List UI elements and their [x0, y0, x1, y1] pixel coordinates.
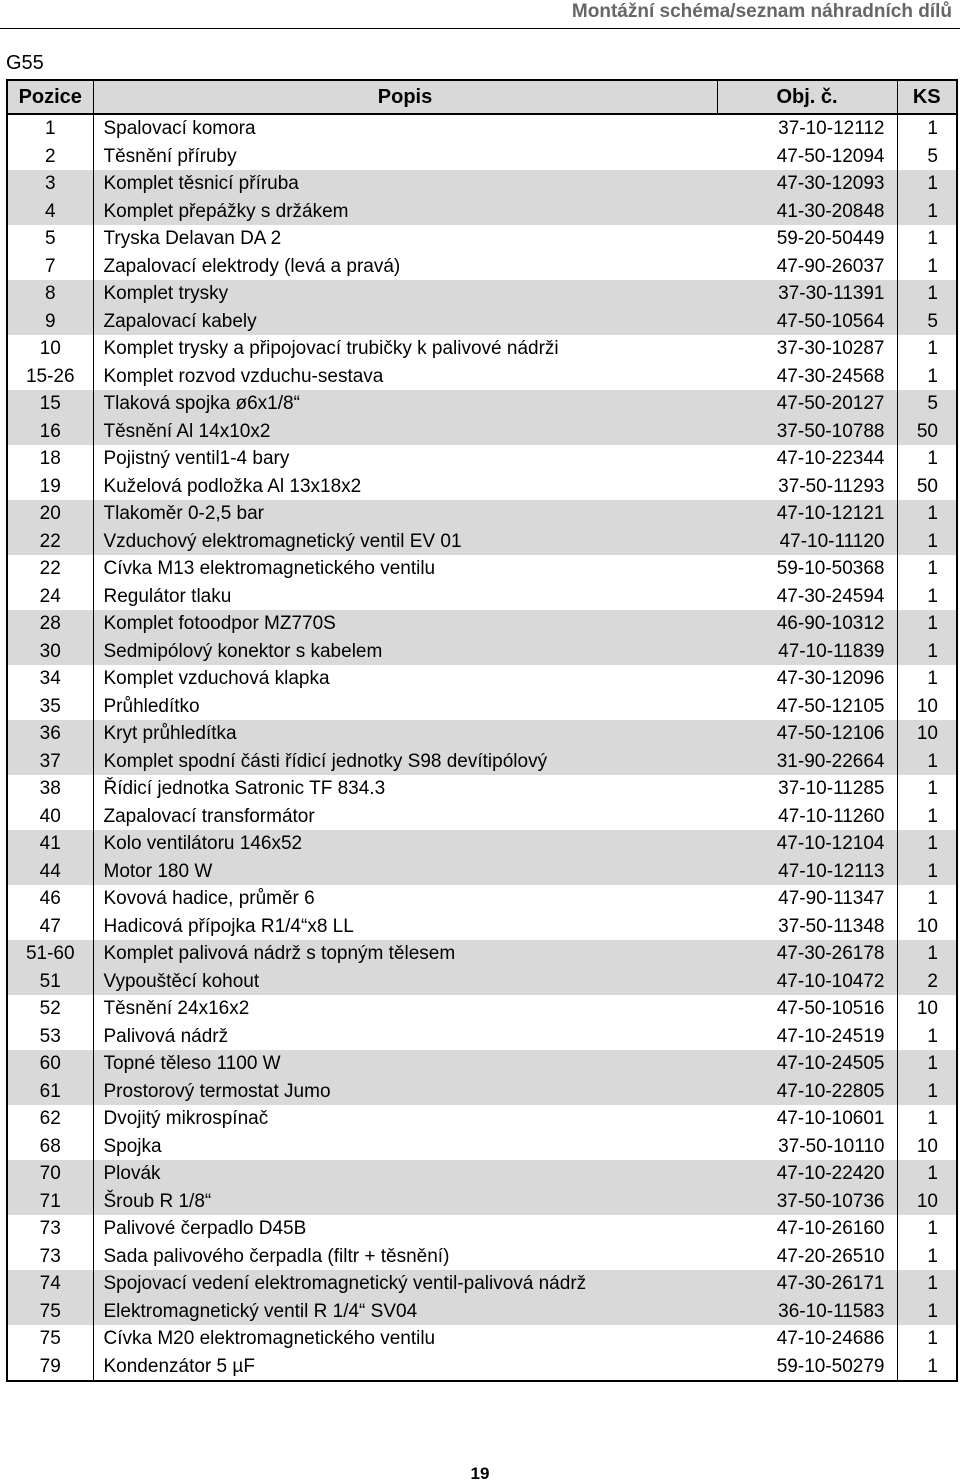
cell-quantity: 1: [897, 1050, 957, 1078]
cell-description: Sada palivového čerpadla (filtr + těsnění): [103, 1245, 450, 1267]
cell-position: 8: [7, 280, 93, 308]
table-row: [7, 1188, 957, 1216]
table-row: [7, 1160, 957, 1188]
table-row: [7, 363, 957, 391]
cell-order-number: 59-20-50449: [717, 225, 897, 253]
table-row: [7, 830, 957, 858]
cell-quantity: 1: [927, 1355, 938, 1377]
cell-description: Kuželová podložka Al 13x18x2: [103, 475, 362, 497]
cell-quantity: 1: [927, 338, 938, 360]
cell-description: Šroub R 1/8“: [93, 1188, 717, 1216]
table-row: [7, 995, 957, 1023]
cell-order-number: 37-30-11391: [717, 280, 897, 308]
cell-position: 19: [7, 473, 93, 501]
cell-order-number: 47-10-10601: [717, 1105, 897, 1133]
table-row: [7, 1078, 957, 1106]
cell-position: 15: [7, 390, 93, 418]
cell-description: Cívka M13 elektromagnetického ventilu: [103, 558, 436, 580]
cell-description: Elektromagnetický ventil R 1/4“ SV04: [93, 1298, 717, 1326]
table-row: [7, 775, 957, 803]
cell-description: Tlakoměr 0-2,5 bar: [93, 500, 717, 528]
cell-order-number: 47-30-12093: [717, 170, 897, 198]
cell-description: Těsnění Al 14x10x2: [93, 418, 717, 446]
cell-order-number: 47-50-20127: [717, 390, 897, 418]
cell-description: Zapalovací elektrody (levá a pravá): [103, 255, 401, 277]
cell-position: 60: [7, 1050, 93, 1078]
cell-position: 79: [7, 1353, 93, 1382]
cell-quantity: 1: [897, 858, 957, 886]
cell-quantity: 1: [927, 1245, 938, 1267]
cell-position: 36: [7, 720, 93, 748]
cell-quantity: 1: [927, 255, 938, 277]
table-row: [7, 803, 957, 831]
cell-order-number: 47-10-22420: [717, 1160, 897, 1188]
cell-order-number: 36-10-11583: [717, 1298, 897, 1326]
cell-order-number: 47-90-26037: [717, 253, 897, 281]
cell-position: 70: [7, 1160, 93, 1188]
table-row: [7, 583, 957, 611]
cell-order-number: 47-30-12096: [717, 665, 897, 693]
table-row: [7, 1023, 957, 1051]
cell-description: Kovová hadice, průměr 6: [103, 888, 315, 910]
cell-quantity: 5: [897, 390, 957, 418]
cell-order-number: 37-50-10788: [717, 418, 897, 446]
cell-description: Zapalovací transformátor: [103, 805, 315, 827]
cell-description: Zapalovací kabely: [93, 308, 717, 336]
cell-quantity: 1: [897, 1078, 957, 1106]
cell-quantity: 1: [897, 280, 957, 308]
cell-quantity: 1: [927, 1328, 938, 1350]
page-number: 19: [470, 1464, 490, 1483]
cell-quantity: 5: [897, 308, 957, 336]
cell-quantity: 1: [927, 448, 938, 470]
cell-position: 75: [7, 1298, 93, 1326]
cell-description: Palivové čerpadlo D45B: [103, 1218, 307, 1240]
cell-description: Cívka M20 elektromagnetického ventilu: [103, 1328, 436, 1350]
table-row: [7, 500, 957, 528]
cell-order-number: 47-50-12106: [717, 720, 897, 748]
cell-description: Kondenzátor 5 µF: [103, 1355, 255, 1377]
cell-order-number: 37-50-10736: [717, 1188, 897, 1216]
cell-description: Komplet trysky a připojovací trubičky k palivové nádrži: [103, 338, 559, 360]
cell-description: Vzduchový elektromagnetický ventil EV 01: [93, 528, 717, 556]
cell-description: Komplet přepážky s držákem: [93, 198, 717, 226]
cell-order-number: 47-90-11347: [717, 885, 897, 913]
page-header: [0, 0, 960, 30]
cell-quantity: 1: [927, 778, 938, 800]
cell-description: Plovák: [93, 1160, 717, 1188]
cell-position: 15-26: [7, 363, 93, 391]
cell-position: 41: [7, 830, 93, 858]
table-header-row: [7, 80, 957, 114]
cell-quantity: 1: [897, 638, 957, 666]
table-row: [7, 858, 957, 886]
cell-quantity: 1: [897, 198, 957, 226]
cell-position: 35: [7, 693, 93, 721]
cell-description: Komplet fotoodpor MZ770S: [93, 610, 717, 638]
cell-quantity: 1: [897, 830, 957, 858]
cell-description: Vypouštěcí kohout: [93, 968, 717, 996]
cell-description: Komplet vzduchová klapka: [103, 668, 330, 690]
cell-position: 53: [7, 1023, 93, 1051]
cell-order-number: 47-20-26510: [717, 1243, 897, 1271]
cell-order-number: 47-10-12104: [717, 830, 897, 858]
cell-description: Komplet palivová nádrž s topným tělesem: [93, 940, 717, 968]
table-row: [7, 968, 957, 996]
cell-quantity: 1: [927, 365, 938, 387]
cell-description: Komplet těsnicí příruba: [93, 170, 717, 198]
parts-table-body: [7, 114, 957, 1381]
cell-position: 1: [7, 114, 93, 143]
cell-position: 34: [7, 665, 93, 693]
table-row: [7, 1215, 957, 1243]
cell-position: 9: [7, 308, 93, 336]
cell-description: Spojovací vedení elektromagnetický ventil-palivová nádrž: [93, 1270, 717, 1298]
cell-position: 46: [7, 885, 93, 913]
cell-order-number: 47-10-10472: [717, 968, 897, 996]
table-row: [7, 693, 957, 721]
cell-position: 73: [7, 1243, 93, 1271]
cell-order-number: 47-10-26160: [717, 1215, 897, 1243]
table-row: [7, 1270, 957, 1298]
table-row: [7, 1105, 957, 1133]
cell-quantity: 1: [897, 170, 957, 198]
cell-order-number: 47-50-12105: [717, 693, 897, 721]
cell-order-number: 37-50-11348: [717, 913, 897, 941]
cell-quantity: 10: [916, 1135, 938, 1157]
cell-position: 22: [7, 528, 93, 556]
cell-order-number: 47-10-12113: [717, 858, 897, 886]
cell-order-number: 47-10-22344: [717, 445, 897, 473]
table-row: [7, 1133, 957, 1161]
table-row: [7, 418, 957, 446]
cell-order-number: 47-10-11260: [717, 803, 897, 831]
table-row: [7, 720, 957, 748]
table-row: [7, 1353, 957, 1382]
parts-table: [6, 79, 958, 1382]
column-header-pos: Pozice: [7, 80, 93, 114]
cell-description: Kryt průhledítka: [93, 720, 717, 748]
cell-order-number: 31-90-22664: [717, 748, 897, 776]
cell-quantity: 1: [927, 888, 938, 910]
cell-position: 47: [7, 913, 93, 941]
table-row: [7, 225, 957, 253]
cell-quantity: 1: [927, 1025, 938, 1047]
table-row: [7, 473, 957, 501]
cell-quantity: 1: [927, 1218, 938, 1240]
table-row: [7, 170, 957, 198]
cell-order-number: 47-50-10564: [717, 308, 897, 336]
cell-position: 10: [7, 335, 93, 363]
cell-order-number: 47-30-24594: [717, 583, 897, 611]
cell-position: 16: [7, 418, 93, 446]
table-row: [7, 114, 957, 143]
cell-quantity: 10: [916, 998, 938, 1020]
cell-order-number: 59-10-50279: [717, 1353, 897, 1382]
table-row: [7, 143, 957, 171]
cell-quantity: 1: [897, 1160, 957, 1188]
cell-quantity: 5: [927, 145, 938, 167]
cell-quantity: 10: [916, 695, 938, 717]
cell-position: 2: [7, 143, 93, 171]
cell-position: 61: [7, 1078, 93, 1106]
table-row: [7, 665, 957, 693]
cell-quantity: 10: [916, 915, 938, 937]
cell-quantity: 1: [897, 748, 957, 776]
cell-position: 4: [7, 198, 93, 226]
table-row: [7, 1298, 957, 1326]
cell-quantity: 1: [927, 585, 938, 607]
cell-order-number: 37-10-11285: [717, 775, 897, 803]
table-row: [7, 280, 957, 308]
table-row: [7, 445, 957, 473]
cell-position: 24: [7, 583, 93, 611]
cell-order-number: 47-50-12094: [717, 143, 897, 171]
cell-order-number: 37-50-11293: [717, 473, 897, 501]
cell-position: 40: [7, 803, 93, 831]
cell-quantity: 1: [897, 1298, 957, 1326]
cell-quantity: 1: [897, 1270, 957, 1298]
cell-quantity: 1: [927, 805, 938, 827]
cell-quantity: 50: [916, 475, 938, 497]
cell-position: 75: [7, 1325, 93, 1353]
cell-description: Kolo ventilátoru 146x52: [93, 830, 717, 858]
cell-position: 52: [7, 995, 93, 1023]
cell-position: 3: [7, 170, 93, 198]
table-row: [7, 1243, 957, 1271]
cell-order-number: 47-10-24686: [717, 1325, 897, 1353]
cell-position: 62: [7, 1105, 93, 1133]
document-title: Montážní schéma/seznam náhradních dílů: [571, 1, 952, 22]
cell-description: Tlaková spojka ø6x1/8“: [93, 390, 717, 418]
cell-order-number: 47-10-22805: [717, 1078, 897, 1106]
table-row: [7, 308, 957, 336]
cell-quantity: 1: [897, 940, 957, 968]
table-row: [7, 1050, 957, 1078]
table-row: [7, 198, 957, 226]
cell-position: 7: [7, 253, 93, 281]
cell-order-number: 47-30-26178: [717, 940, 897, 968]
cell-order-number: 47-10-24519: [717, 1023, 897, 1051]
cell-position: 51-60: [7, 940, 93, 968]
cell-description: Sedmipólový konektor s kabelem: [93, 638, 717, 666]
cell-order-number: 47-50-10516: [717, 995, 897, 1023]
cell-quantity: 1: [897, 500, 957, 528]
cell-quantity: 2: [897, 968, 957, 996]
cell-quantity: 1: [927, 668, 938, 690]
cell-position: 5: [7, 225, 93, 253]
cell-description: Pojistný ventil1-4 bary: [103, 448, 290, 470]
cell-description: Těsnění 24x16x2: [103, 998, 250, 1020]
cell-quantity: 50: [897, 418, 957, 446]
cell-description: Topné těleso 1100 W: [93, 1050, 717, 1078]
cell-description: Spalovací komora: [103, 118, 256, 140]
cell-position: 28: [7, 610, 93, 638]
cell-position: 73: [7, 1215, 93, 1243]
table-row: [7, 253, 957, 281]
column-header-desc: Popis: [93, 80, 717, 114]
cell-quantity: 1: [927, 228, 938, 250]
cell-quantity: 10: [897, 720, 957, 748]
cell-description: Těsnění příruby: [103, 145, 237, 167]
cell-quantity: 1: [927, 558, 938, 580]
cell-order-number: 47-10-24505: [717, 1050, 897, 1078]
cell-position: 74: [7, 1270, 93, 1298]
cell-description: Dvojitý mikrospínač: [103, 1108, 269, 1130]
cell-order-number: 37-30-10287: [717, 335, 897, 363]
cell-order-number: 59-10-50368: [717, 555, 897, 583]
cell-description: Palivová nádrž: [103, 1025, 229, 1047]
table-row: [7, 940, 957, 968]
table-row: [7, 1325, 957, 1353]
cell-description: Komplet trysky: [93, 280, 717, 308]
table-row: [7, 390, 957, 418]
cell-description: Spojka: [103, 1135, 162, 1157]
cell-order-number: 47-10-11120: [717, 528, 897, 556]
cell-quantity: 1: [927, 118, 938, 140]
cell-order-number: 41-30-20848: [717, 198, 897, 226]
cell-position: 18: [7, 445, 93, 473]
cell-description: Komplet rozvod vzduchu-sestava: [103, 365, 384, 387]
cell-position: 38: [7, 775, 93, 803]
cell-order-number: 37-50-10110: [717, 1133, 897, 1161]
cell-description: Regulátor tlaku: [103, 585, 232, 607]
cell-position: 20: [7, 500, 93, 528]
cell-position: 51: [7, 968, 93, 996]
table-row: [7, 638, 957, 666]
cell-quantity: 1: [927, 1108, 938, 1130]
cell-position: 37: [7, 748, 93, 776]
cell-position: 30: [7, 638, 93, 666]
cell-order-number: 47-30-24568: [717, 363, 897, 391]
table-row: [7, 610, 957, 638]
cell-position: 71: [7, 1188, 93, 1216]
table-row: [7, 748, 957, 776]
table-row: [7, 885, 957, 913]
cell-description: Tryska Delavan DA 2: [103, 228, 282, 250]
table-row: [7, 913, 957, 941]
cell-position: 22: [7, 555, 93, 583]
cell-description: Prostorový termostat Jumo: [93, 1078, 717, 1106]
cell-description: Řídicí jednotka Satronic TF 834.3: [103, 778, 386, 800]
cell-position: 68: [7, 1133, 93, 1161]
column-header-ks: KS: [897, 80, 957, 114]
cell-order-number: 47-10-12121: [717, 500, 897, 528]
cell-quantity: 10: [897, 1188, 957, 1216]
cell-quantity: 1: [897, 610, 957, 638]
cell-order-number: 47-10-11839: [717, 638, 897, 666]
cell-position: 44: [7, 858, 93, 886]
cell-order-number: 37-10-12112: [717, 114, 897, 143]
cell-description: Motor 180 W: [93, 858, 717, 886]
cell-quantity: 1: [897, 528, 957, 556]
table-row: [7, 528, 957, 556]
table-row: [7, 555, 957, 583]
model-label: G55: [6, 52, 44, 74]
cell-description: Hadicová přípojka R1/4“x8 LL: [103, 915, 354, 937]
cell-order-number: 47-30-26171: [717, 1270, 897, 1298]
cell-description: Komplet spodní části řídicí jednotky S98 devítipólový: [93, 748, 717, 776]
cell-order-number: 46-90-10312: [717, 610, 897, 638]
header-divider: [0, 28, 960, 29]
table-row: [7, 335, 957, 363]
cell-description: Průhledítko: [103, 695, 200, 717]
column-header-obj: Obj. č.: [717, 80, 897, 114]
